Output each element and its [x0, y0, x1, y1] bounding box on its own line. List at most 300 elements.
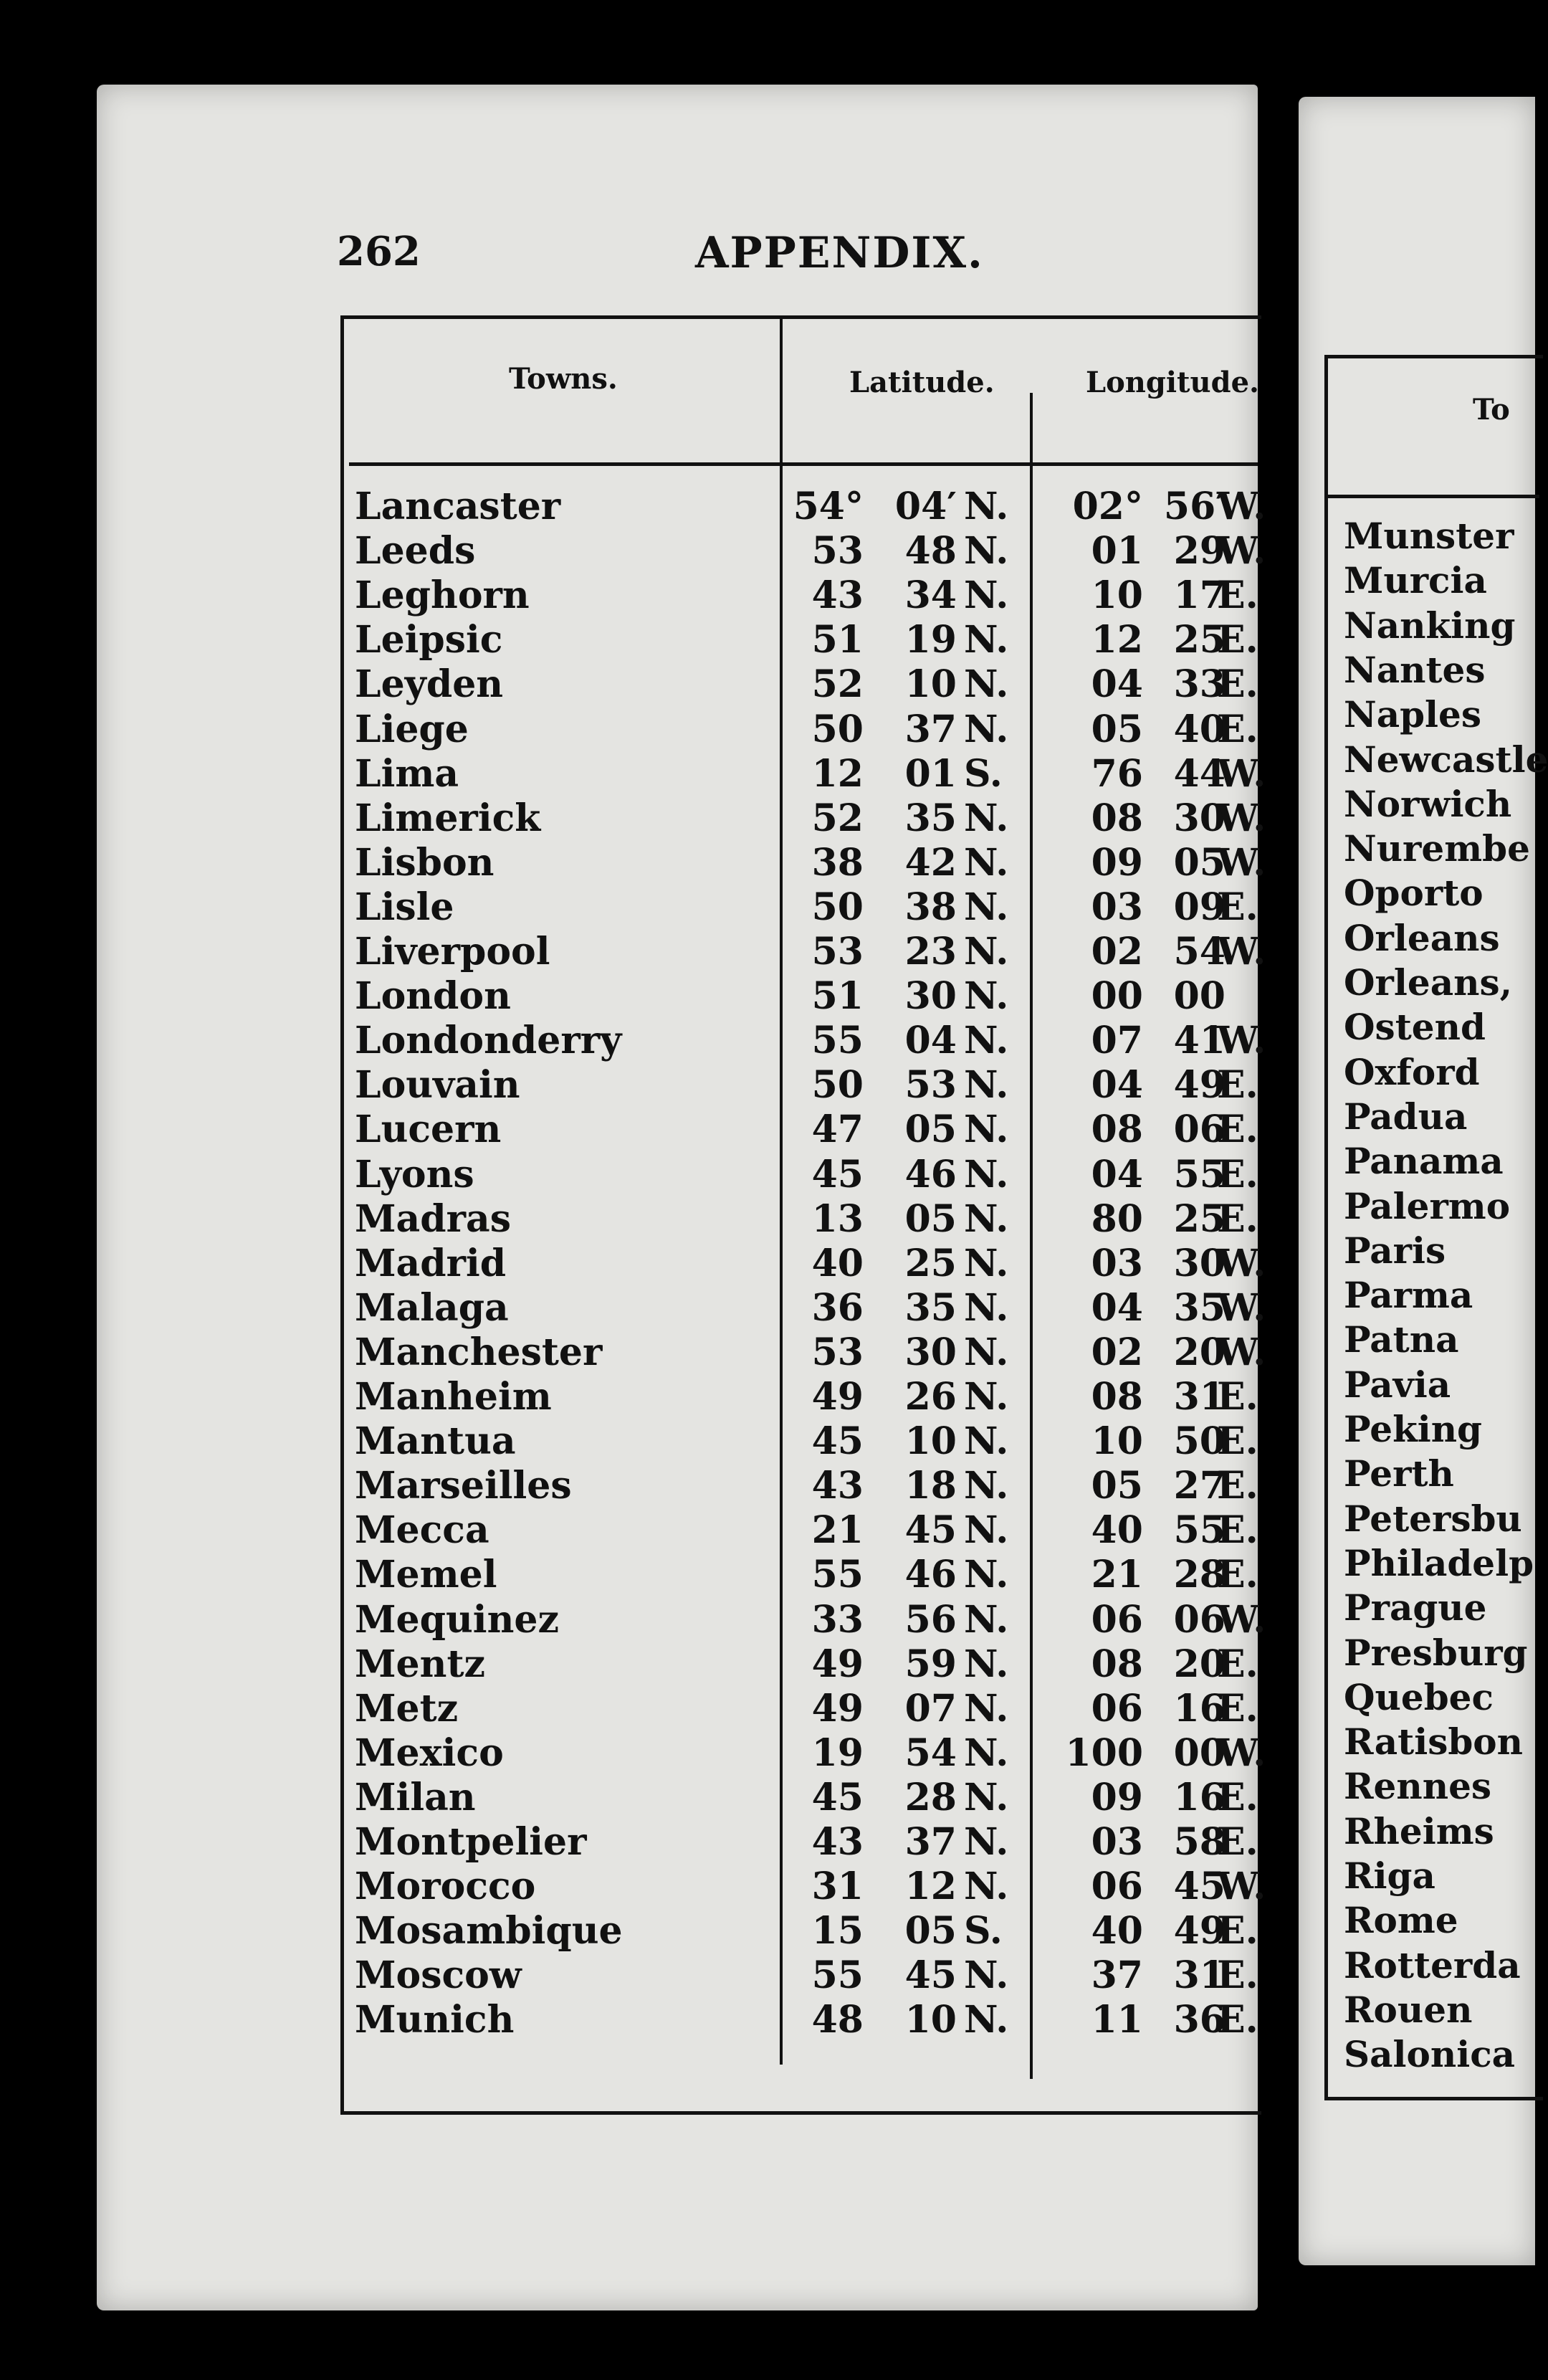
town-name: Munich	[355, 1998, 515, 2042]
longitude-minutes: 50	[1173, 1419, 1226, 1464]
longitude-minutes: 00	[1173, 974, 1226, 1019]
latitude-hemisphere: N.	[964, 529, 1009, 573]
facing-town-name: Petersbu	[1344, 1497, 1522, 1540]
facing-town-name: Norwich	[1344, 782, 1512, 825]
longitude-degrees: 08	[1091, 1375, 1143, 1419]
longitude-minutes: 35	[1173, 1285, 1226, 1330]
table-row	[355, 1865, 1266, 1909]
latitude-hemisphere: N.	[964, 1731, 1009, 1775]
latitude-minutes: 37	[904, 1820, 957, 1864]
latitude-minutes: 10	[904, 1419, 957, 1464]
table-row	[355, 1063, 1258, 1108]
latitude-degrees: 49	[811, 1686, 864, 1731]
page-number: 262	[337, 228, 421, 275]
table-row	[355, 1464, 1258, 1508]
latitude-degrees: 15	[811, 1909, 864, 1953]
facing-header-rule	[1324, 495, 1539, 498]
longitude-hemisphere: E.	[1217, 573, 1258, 618]
latitude-minutes: 23	[904, 930, 957, 974]
latitude-degrees: 21	[811, 1508, 864, 1553]
table-row	[355, 1285, 1266, 1331]
town-name: Marseilles	[355, 1464, 572, 1508]
latitude-degrees: 54°	[793, 485, 864, 528]
latitude-degrees: 50	[811, 707, 864, 751]
longitude-degrees: 08	[1091, 1108, 1143, 1152]
longitude-hemisphere: W.	[1217, 751, 1266, 796]
latitude-hemisphere: N.	[964, 974, 1009, 1019]
latitude-minutes: 53	[904, 1063, 957, 1108]
longitude-degrees: 05	[1091, 1464, 1143, 1508]
town-name: Moscow	[355, 1953, 522, 1998]
facing-town-name: Paris	[1344, 1229, 1446, 1272]
longitude-minutes: 49	[1173, 1909, 1226, 1953]
longitude-minutes: 55	[1173, 1508, 1226, 1553]
table-row	[355, 1019, 1266, 1063]
longitude-hemisphere: W.	[1217, 930, 1266, 974]
latitude-minutes: 12	[904, 1865, 957, 1909]
latitude-degrees: 53	[811, 1330, 864, 1374]
longitude-minutes: 05	[1173, 840, 1226, 885]
latitude-hemisphere: N.	[964, 1775, 1009, 1819]
latitude-hemisphere: N.	[964, 1642, 1009, 1686]
facing-town-name: Parma	[1344, 1274, 1473, 1317]
longitude-minutes: 06	[1173, 1597, 1226, 1642]
longitude-hemisphere: W.	[1217, 1285, 1266, 1330]
latitude-minutes: 46	[904, 1553, 957, 1597]
longitude-degrees: 12	[1091, 618, 1143, 662]
latitude-hemisphere: N.	[964, 1865, 1009, 1909]
town-name: Lisle	[355, 885, 454, 929]
longitude-degrees: 00	[1091, 974, 1143, 1019]
longitude-minutes: 49	[1173, 1063, 1226, 1108]
longitude-degrees: 06	[1091, 1865, 1143, 1909]
town-name: Memel	[355, 1553, 497, 1597]
longitude-degrees: 80	[1091, 1196, 1143, 1241]
column-head-longitude: Longitude.	[1086, 366, 1259, 399]
longitude-hemisphere: W.	[1217, 1865, 1266, 1909]
town-name: London	[355, 974, 511, 1019]
facing-town-name: Orleans	[1344, 916, 1500, 959]
longitude-degrees: 08	[1091, 796, 1143, 840]
longitude-minutes: 36	[1173, 1998, 1226, 2042]
longitude-hemisphere: E.	[1217, 1998, 1258, 2042]
longitude-hemisphere: W.	[1217, 840, 1266, 885]
latitude-minutes: 45	[904, 1508, 957, 1553]
longitude-hemisphere: E.	[1217, 707, 1258, 751]
longitude-hemisphere: W.	[1217, 796, 1266, 840]
town-name: Madras	[355, 1196, 511, 1241]
town-name: Metz	[355, 1686, 459, 1731]
facing-town-name: Ostend	[1344, 1006, 1486, 1049]
table-row	[355, 573, 1258, 618]
table-row	[355, 662, 1258, 707]
latitude-hemisphere: S.	[964, 1909, 1003, 1953]
latitude-hemisphere: N.	[964, 485, 1009, 528]
longitude-hemisphere: E.	[1217, 662, 1258, 707]
facing-town-name: Riga	[1344, 1855, 1435, 1897]
facing-town-name: Rome	[1344, 1899, 1458, 1942]
longitude-hemisphere: E.	[1217, 1108, 1258, 1152]
table-row	[355, 1687, 1258, 1731]
latitude-minutes: 35	[904, 796, 957, 840]
latitude-minutes: 30	[904, 974, 957, 1019]
latitude-minutes: 46	[904, 1152, 957, 1196]
facing-town-name: Pavia	[1344, 1363, 1451, 1406]
latitude-hemisphere: N.	[964, 1419, 1009, 1464]
latitude-degrees: 53	[811, 529, 864, 573]
longitude-minutes: 55	[1173, 1152, 1226, 1196]
town-name: Lancaster	[355, 485, 561, 528]
facing-town-name: Oxford	[1344, 1050, 1480, 1093]
longitude-degrees: 04	[1091, 662, 1143, 707]
latitude-minutes: 01	[904, 751, 957, 796]
facing-town-name: Murcia	[1344, 559, 1487, 602]
latitude-degrees: 49	[811, 1642, 864, 1686]
longitude-minutes: 54	[1173, 930, 1226, 974]
latitude-degrees: 36	[811, 1285, 864, 1330]
facing-town-name: Presburg	[1344, 1631, 1528, 1674]
facing-town-name: Palermo	[1344, 1184, 1511, 1227]
town-name: Morocco	[355, 1865, 536, 1909]
latitude-minutes: 42	[904, 840, 957, 885]
latitude-minutes: 04	[904, 1019, 957, 1063]
longitude-degrees: 03	[1091, 1820, 1143, 1864]
town-name: Leeds	[355, 529, 476, 573]
longitude-degrees: 06	[1091, 1597, 1143, 1642]
table-row	[355, 1820, 1258, 1865]
longitude-degrees: 10	[1091, 573, 1143, 618]
latitude-degrees: 52	[811, 796, 864, 840]
longitude-hemisphere: E.	[1217, 1909, 1258, 1953]
longitude-degrees: 08	[1091, 1642, 1143, 1686]
latitude-minutes: 19	[904, 618, 957, 662]
column-head-latitude: Latitude.	[849, 366, 995, 399]
longitude-hemisphere: W.	[1217, 1330, 1266, 1374]
facing-town-name: Patna	[1344, 1318, 1459, 1361]
town-name: Limerick	[355, 796, 541, 840]
facing-town-name: Philadelp	[1344, 1541, 1534, 1584]
latitude-hemisphere: N.	[964, 1019, 1009, 1063]
town-name: Mecca	[355, 1508, 489, 1553]
latitude-hemisphere: N.	[964, 1953, 1009, 1998]
town-name: Mequinez	[355, 1597, 559, 1642]
longitude-degrees: 04	[1091, 1152, 1143, 1196]
latitude-degrees: 38	[811, 840, 864, 885]
longitude-minutes: 28	[1173, 1553, 1226, 1597]
table-row	[355, 1553, 1258, 1597]
latitude-hemisphere: N.	[964, 1553, 1009, 1597]
latitude-hemisphere: N.	[964, 1686, 1009, 1731]
longitude-hemisphere: E.	[1217, 1464, 1258, 1508]
facing-town-name: Quebec	[1344, 1675, 1494, 1718]
latitude-minutes: 56	[904, 1597, 957, 1642]
latitude-degrees: 55	[811, 1953, 864, 1998]
town-name: Londonderry	[355, 1019, 622, 1063]
latitude-minutes: 10	[904, 662, 957, 707]
table-row	[355, 840, 1266, 885]
latitude-hemisphere: N.	[964, 618, 1009, 662]
latitude-minutes: 45	[904, 1953, 957, 1998]
facing-town-name: Rotterda	[1344, 1943, 1521, 1986]
facing-town-name: Nanking	[1344, 604, 1516, 647]
latitude-minutes: 59	[904, 1642, 957, 1686]
latitude-minutes: 07	[904, 1686, 957, 1731]
latitude-minutes: 34	[904, 573, 957, 618]
table-row	[355, 1419, 1258, 1464]
latitude-hemisphere: N.	[964, 1063, 1009, 1108]
latitude-hemisphere: N.	[964, 1152, 1009, 1196]
longitude-degrees: 37	[1091, 1953, 1143, 1998]
latitude-degrees: 55	[811, 1553, 864, 1597]
longitude-degrees: 02	[1091, 930, 1143, 974]
latitude-minutes: 37	[904, 707, 957, 751]
town-name: Louvain	[355, 1063, 520, 1108]
longitude-hemisphere: E.	[1217, 618, 1258, 662]
latitude-hemisphere: N.	[964, 1108, 1009, 1152]
town-name: Lisbon	[355, 840, 494, 885]
town-name: Mosambique	[355, 1909, 623, 1953]
table-row	[355, 1197, 1258, 1242]
longitude-hemisphere: E.	[1217, 1063, 1258, 1108]
longitude-hemisphere: E.	[1217, 885, 1258, 929]
table-row	[355, 1241, 1266, 1286]
town-name: Mexico	[355, 1731, 504, 1775]
latitude-degrees: 33	[811, 1597, 864, 1642]
town-name: Lyons	[355, 1152, 474, 1196]
longitude-minutes: 58	[1173, 1820, 1226, 1864]
latitude-minutes: 54	[904, 1731, 957, 1775]
latitude-degrees: 53	[811, 930, 864, 974]
latitude-degrees: 50	[811, 1063, 864, 1108]
longitude-hemisphere: E.	[1217, 1508, 1258, 1553]
longitude-degrees: 76	[1091, 751, 1143, 796]
longitude-minutes: 00	[1173, 1731, 1226, 1775]
longitude-minutes: 45	[1173, 1865, 1226, 1909]
town-name: Leghorn	[355, 573, 530, 618]
table-row	[355, 751, 1266, 796]
table-row	[355, 1731, 1266, 1776]
longitude-degrees: 09	[1091, 1775, 1143, 1819]
latitude-hemisphere: S.	[964, 751, 1003, 796]
table-row	[355, 1642, 1258, 1687]
longitude-minutes: 44	[1173, 751, 1226, 796]
running-head: APPENDIX.	[695, 228, 984, 278]
longitude-minutes: 33	[1173, 662, 1226, 707]
longitude-minutes: 29	[1173, 529, 1226, 573]
table-row	[355, 885, 1258, 930]
table-row	[355, 1998, 1258, 2042]
facing-town-name: Padua	[1344, 1095, 1468, 1138]
latitude-degrees: 13	[811, 1196, 864, 1241]
town-name: Malaga	[355, 1285, 509, 1330]
longitude-hemisphere: E.	[1217, 1820, 1258, 1864]
table-row	[355, 485, 1266, 529]
longitude-minutes: 06	[1173, 1108, 1226, 1152]
table-row	[355, 974, 1258, 1019]
longitude-degrees: 01	[1091, 529, 1143, 573]
longitude-minutes: 25	[1173, 1196, 1226, 1241]
town-name: Leyden	[355, 662, 504, 707]
facing-town-name: Rheims	[1344, 1809, 1494, 1852]
latitude-degrees: 47	[811, 1108, 864, 1152]
header-rule	[349, 462, 1258, 466]
longitude-hemisphere: E.	[1217, 1375, 1258, 1419]
longitude-minutes: 30	[1173, 796, 1226, 840]
longitude-degrees: 11	[1091, 1998, 1143, 2042]
longitude-degrees: 03	[1091, 1241, 1143, 1285]
longitude-minutes: 31	[1173, 1953, 1226, 1998]
facing-town-name: Munster	[1344, 515, 1514, 557]
latitude-hemisphere: N.	[964, 1241, 1009, 1285]
facing-town-name: Rennes	[1344, 1765, 1492, 1808]
facing-town-name: Oporto	[1344, 872, 1484, 915]
longitude-hemisphere: W.	[1217, 1019, 1266, 1063]
longitude-minutes: 56′	[1163, 485, 1226, 528]
table-row	[355, 1776, 1258, 1820]
table-row	[355, 1508, 1258, 1553]
longitude-degrees: 04	[1091, 1063, 1143, 1108]
longitude-hemisphere: W.	[1217, 1241, 1266, 1285]
longitude-degrees: 100	[1065, 1731, 1143, 1775]
longitude-degrees: 04	[1091, 1285, 1143, 1330]
latitude-degrees: 12	[811, 751, 864, 796]
facing-town-name: Peking	[1344, 1408, 1483, 1450]
table-row	[355, 618, 1258, 662]
latitude-minutes: 04′	[894, 485, 957, 528]
latitude-hemisphere: N.	[964, 707, 1009, 751]
longitude-degrees: 07	[1091, 1019, 1143, 1063]
town-name: Lucern	[355, 1108, 502, 1152]
longitude-minutes: 20	[1173, 1642, 1226, 1686]
latitude-minutes: 35	[904, 1285, 957, 1330]
latitude-degrees: 19	[811, 1731, 864, 1775]
latitude-minutes: 25	[904, 1241, 957, 1285]
longitude-degrees: 02°	[1072, 485, 1143, 528]
facing-town-name: Nantes	[1344, 648, 1486, 691]
latitude-minutes: 26	[904, 1375, 957, 1419]
longitude-hemisphere: E.	[1217, 1419, 1258, 1464]
longitude-minutes: 41	[1173, 1019, 1226, 1063]
facing-town-name: Ratisbon	[1344, 1720, 1523, 1763]
latitude-hemisphere: N.	[964, 1330, 1009, 1374]
latitude-hemisphere: N.	[964, 1375, 1009, 1419]
latitude-hemisphere: N.	[964, 885, 1009, 929]
town-name: Liege	[355, 707, 469, 751]
latitude-degrees: 31	[811, 1865, 864, 1909]
longitude-minutes: 17	[1173, 573, 1226, 618]
longitude-minutes: 27	[1173, 1464, 1226, 1508]
longitude-minutes: 20	[1173, 1330, 1226, 1374]
longitude-degrees: 40	[1091, 1909, 1143, 1953]
latitude-minutes: 05	[904, 1108, 957, 1152]
table-row	[355, 529, 1266, 573]
longitude-hemisphere: E.	[1217, 1152, 1258, 1196]
table-row	[355, 708, 1258, 752]
facing-town-name: Newcastle	[1344, 738, 1548, 781]
town-name: Montpelier	[355, 1820, 587, 1864]
table-row	[355, 1153, 1258, 1197]
facing-town-name: Prague	[1344, 1586, 1487, 1629]
longitude-hemisphere: E.	[1217, 1686, 1258, 1731]
longitude-degrees: 40	[1091, 1508, 1143, 1553]
latitude-hemisphere: N.	[964, 1820, 1009, 1864]
longitude-degrees: 10	[1091, 1419, 1143, 1464]
longitude-degrees: 21	[1091, 1553, 1143, 1597]
table-row	[355, 1597, 1266, 1642]
table-row	[355, 1953, 1258, 1998]
latitude-degrees: 43	[811, 1820, 864, 1864]
longitude-minutes: 40	[1173, 707, 1226, 751]
latitude-hemisphere: N.	[964, 840, 1009, 885]
latitude-degrees: 40	[811, 1241, 864, 1285]
longitude-hemisphere: W.	[1217, 529, 1266, 573]
town-name: Mantua	[355, 1419, 516, 1464]
facing-town-name: Perth	[1344, 1452, 1454, 1495]
longitude-minutes: 16	[1173, 1775, 1226, 1819]
table-row	[355, 930, 1266, 974]
latitude-minutes: 30	[904, 1330, 957, 1374]
longitude-minutes: 25	[1173, 618, 1226, 662]
facing-town-name: Naples	[1344, 693, 1482, 736]
latitude-hemisphere: N.	[964, 1597, 1009, 1642]
facing-town-name: Panama	[1344, 1140, 1504, 1183]
latitude-degrees: 45	[811, 1775, 864, 1819]
latitude-hemisphere: N.	[964, 1508, 1009, 1553]
longitude-hemisphere: E.	[1217, 1775, 1258, 1819]
town-name: Madrid	[355, 1241, 507, 1285]
latitude-degrees: 43	[811, 573, 864, 618]
facing-town-name: Orleans,	[1344, 961, 1513, 1004]
latitude-degrees: 45	[811, 1419, 864, 1464]
town-name: Liverpool	[355, 930, 550, 974]
longitude-degrees: 06	[1091, 1686, 1143, 1731]
table-row	[355, 1330, 1266, 1375]
facing-town-name: Nurembe	[1344, 827, 1530, 870]
latitude-degrees: 55	[811, 1019, 864, 1063]
facing-column-head: To	[1473, 393, 1510, 427]
longitude-hemisphere: E.	[1217, 1553, 1258, 1597]
latitude-degrees: 51	[811, 974, 864, 1019]
latitude-hemisphere: N.	[964, 796, 1009, 840]
longitude-minutes: 16	[1173, 1686, 1226, 1731]
latitude-hemisphere: N.	[964, 1285, 1009, 1330]
town-name: Manheim	[355, 1375, 552, 1419]
latitude-degrees: 49	[811, 1375, 864, 1419]
longitude-degrees: 02	[1091, 1330, 1143, 1374]
table-row	[355, 1375, 1258, 1419]
table-row	[355, 1108, 1258, 1152]
latitude-degrees: 45	[811, 1152, 864, 1196]
latitude-degrees: 51	[811, 618, 864, 662]
latitude-hemisphere: N.	[964, 573, 1009, 618]
latitude-hemisphere: N.	[964, 1998, 1009, 2042]
town-name: Lima	[355, 751, 459, 796]
latitude-minutes: 28	[904, 1775, 957, 1819]
table-row	[355, 796, 1266, 841]
longitude-minutes: 30	[1173, 1241, 1226, 1285]
longitude-degrees: 09	[1091, 840, 1143, 885]
column-head-towns: Towns.	[509, 362, 618, 396]
town-name: Manchester	[355, 1330, 603, 1374]
latitude-hemisphere: N.	[964, 1196, 1009, 1241]
latitude-minutes: 48	[904, 529, 957, 573]
longitude-degrees: 05	[1091, 707, 1143, 751]
table-row	[355, 1909, 1258, 1953]
latitude-minutes: 18	[904, 1464, 957, 1508]
latitude-degrees: 43	[811, 1464, 864, 1508]
latitude-degrees: 52	[811, 662, 864, 707]
latitude-minutes: 10	[904, 1998, 957, 2042]
